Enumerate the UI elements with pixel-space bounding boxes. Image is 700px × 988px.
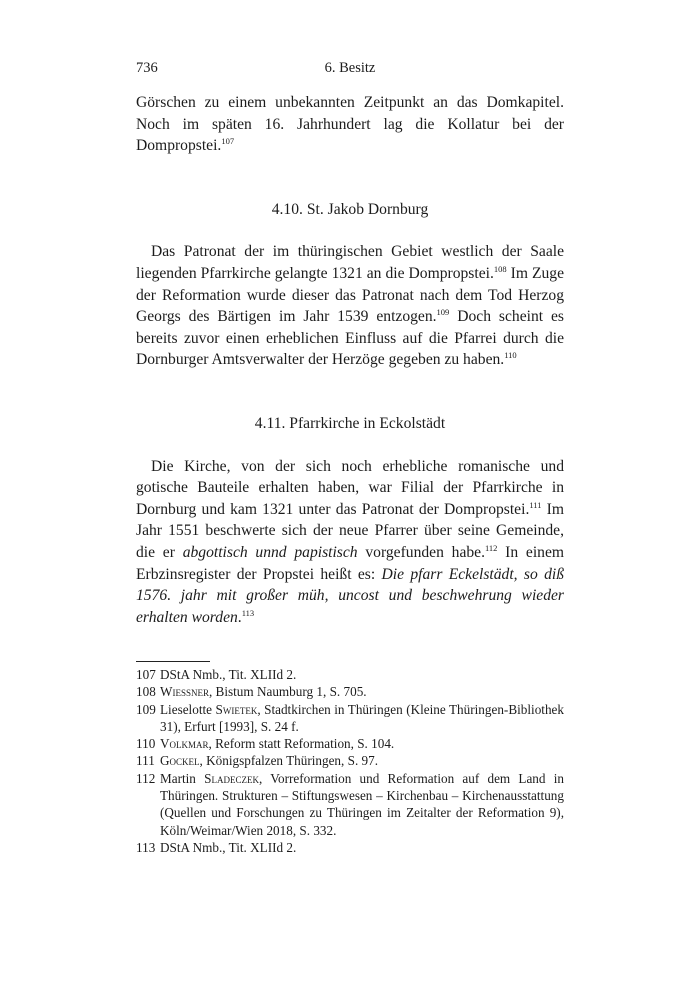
text-run: In einem Erbzinsregister der Propstei heißt es: — [136, 543, 565, 583]
paragraph-st-jakob — [136, 241, 564, 371]
text-run: , Vorreformation und Reformation auf dem Land in Thüringen. Strukturen – Stiftungswesen – Kirchenbau – Kirchenausstattung (Quellen und Forschungen zu Thüringen im Zeitalter der Reformation 9), Köln/Weimar/Wien 2018, S. 332. — [160, 770, 564, 838]
footnote-number: 112 — [136, 770, 156, 786]
paragraph-continued — [136, 92, 564, 157]
body-text — [136, 92, 564, 628]
section-heading-st-jakob: 4.10. St. Jakob Dornburg — [271, 200, 429, 218]
footnote-text — [160, 666, 564, 683]
footnote-number: 109 — [136, 701, 156, 717]
text-run: , Bistum Naumburg 1, S. 705. — [208, 684, 367, 700]
footnote-text — [160, 752, 564, 769]
footnote-number: 113 — [136, 839, 156, 855]
author-name: Gockel — [160, 753, 200, 769]
text-run: Martin — [160, 770, 205, 786]
footnote-text — [160, 735, 564, 752]
text-run: DStA Nmb., Tit. XLIId 2. — [160, 667, 297, 682]
footnote-number: 110 — [136, 736, 156, 752]
text-run: Das Patronat der im thüringischen Gebiet westlich der Saale liegenden Pfarrkirche gelangte 1321 an die Dompropstei. — [136, 243, 564, 282]
footnote-ref[interactable]: 109 — [436, 307, 450, 318]
footnote-text — [160, 839, 564, 856]
running-head: 6. Besitz — [324, 60, 376, 76]
paragraph-eckolstaedt — [136, 456, 564, 629]
text-run: Die Kirche, von der sich noch erhebliche romanische und gotische Bauteile erhalten haben, war Filial der Pfarrkirche in Dornburg und kam 1321 unter das Patronat der Dompropstei. — [136, 457, 564, 518]
footnote — [136, 701, 564, 736]
footnote-ref[interactable]: 113 — [241, 607, 255, 618]
text-run: , Reform statt Reformation, S. 104. — [208, 736, 395, 752]
page-number: 736 — [136, 60, 158, 76]
text-run: Doch scheint es bereits zuvor einen erheblichen Einfluss auf die Pfarrei durch die Dornburger Amtsverwalter der Herzöge gegeben zu haben. — [136, 308, 564, 369]
footnote-text — [160, 701, 564, 736]
author-name: Volkmar — [160, 736, 209, 752]
text-run: Im Zuge der Reformation wurde dieser das Patronat nach dem Tod Herzog Georgs des Bärtigen im Jahr 1539 entzogen. — [136, 264, 564, 326]
text-run: DStA Nmb., Tit. XLIId 2. — [160, 839, 297, 855]
footnote-text — [160, 770, 564, 839]
footnote-ref[interactable]: 110 — [504, 350, 517, 361]
text-run: Im Jahr 1551 beschwerte sich der neue Pfarrer über seine Gemeinde, die er — [136, 500, 564, 561]
footnote — [136, 683, 564, 700]
footnote-ref[interactable]: 111 — [529, 499, 542, 510]
footnote-number: 107 — [136, 667, 156, 682]
italic-quote: Die pfarr Eckelstädt, so diß 1576. jahr mit großer müh, uncost und beschwehrung wieder erhalten worden — [136, 565, 564, 626]
text-run: , Stadtkirchen in Thüringen (Kleine Thüringen-Bibliothek 31), Erfurt [1993], S. 24 f. — [160, 701, 564, 734]
text-run: vorgefunden habe. — [357, 543, 485, 561]
author-name: Wiessner — [160, 684, 209, 700]
italic-quote: abgottisch unnd papistisch — [182, 543, 358, 561]
footnote — [136, 770, 564, 839]
text-run: Lieselotte — [160, 701, 216, 717]
footnotes — [136, 666, 564, 856]
footnote-ref[interactable]: 112 — [484, 542, 498, 553]
section-heading-eckolstaedt: 4.11. Pfarrkirche in Eckolstädt — [254, 414, 446, 432]
footnote — [136, 735, 564, 752]
footnote-number: 108 — [136, 684, 156, 700]
footnote — [136, 752, 564, 769]
text-run: , Königspfalzen Thüringen, S. 97. — [199, 753, 379, 769]
footnote — [136, 666, 564, 683]
footnote-number: 111 — [136, 753, 155, 769]
footnote-text — [160, 683, 564, 700]
page-header — [136, 60, 564, 82]
footnote-ref[interactable]: 107 — [221, 136, 235, 147]
footnote-ref[interactable]: 108 — [493, 263, 507, 274]
text-run: Görschen zu einem unbekannten Zeitpunkt an das Domkapitel. Noch im späten 16. Jahrhundert lag die Kollatur bei der Dompropstei. — [136, 94, 564, 155]
author-name: Sladeczek — [204, 770, 259, 786]
footnote — [136, 839, 564, 856]
author-name: Swietek — [215, 701, 258, 717]
text-run: . — [237, 608, 242, 626]
footnote-divider — [136, 661, 210, 662]
